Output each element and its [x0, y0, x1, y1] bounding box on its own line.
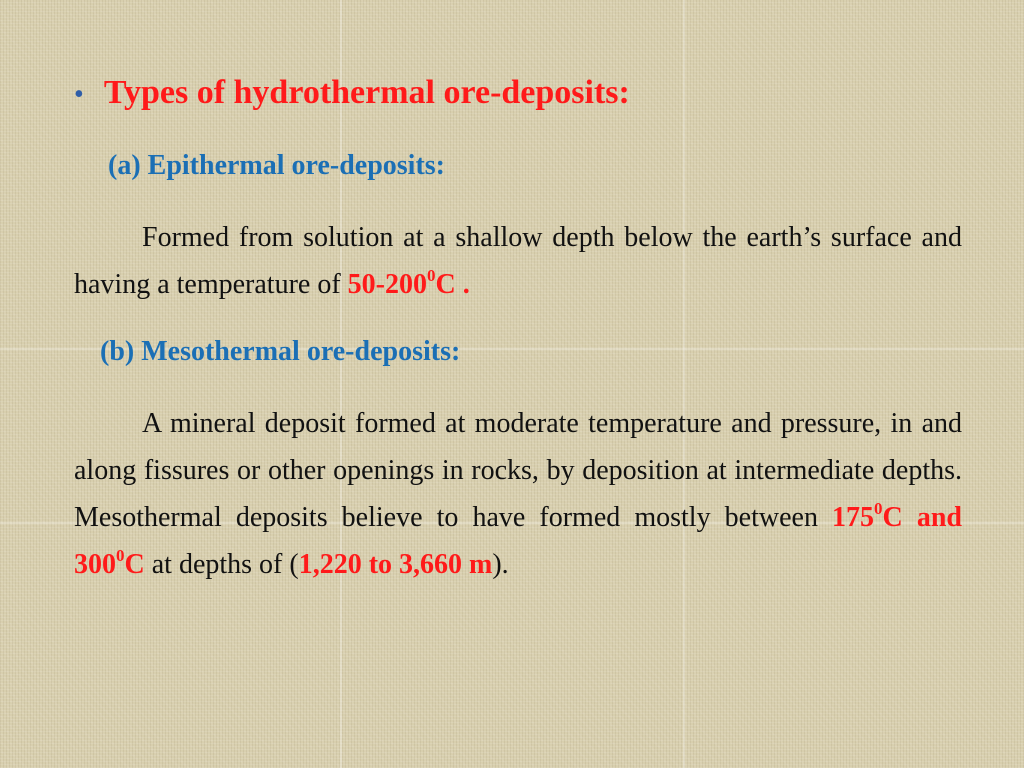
slide-title: [74, 74, 630, 112]
slide-title-text: Types of hydrothermal ore-deposits:: [103, 74, 630, 111]
section-a-text: Formed from solution at a shallow depth below the earth’s surface and having a temperature of: [74, 222, 962, 300]
temp-value: 50-200: [347, 269, 427, 300]
section-a-heading: (a) Epithermal ore-deposits:: [108, 150, 445, 181]
degree-superscript: 0: [874, 498, 883, 518]
bullet-icon: •: [74, 79, 84, 110]
temp-unit: C and 300: [74, 502, 962, 580]
section-b-text-after: at depths of (: [144, 549, 299, 580]
degree-superscript: 0: [426, 265, 436, 285]
section-a-paragraph: [74, 214, 962, 308]
temp-unit: C: [124, 549, 145, 580]
section-b-text-end: ).: [492, 549, 509, 580]
section-b-text: A mineral deposit formed at moderate temperature and pressure, in and along fissures or other openings in rocks, by deposition at intermediate depths. Mesothermal deposits believe to have formed mostly between: [74, 408, 962, 533]
background-gridline: [340, 0, 342, 768]
temp-unit: C .: [435, 269, 470, 300]
section-a-temperature: [347, 265, 470, 300]
degree-superscript: 0: [116, 545, 125, 565]
temp-value: 175: [832, 502, 875, 533]
background-gridline: [683, 0, 685, 768]
section-b-paragraph: [74, 400, 962, 588]
section-b-depth: 1,220 to 3,660 m: [298, 549, 493, 580]
section-b-heading: (b) Mesothermal ore-deposits:: [100, 336, 461, 367]
